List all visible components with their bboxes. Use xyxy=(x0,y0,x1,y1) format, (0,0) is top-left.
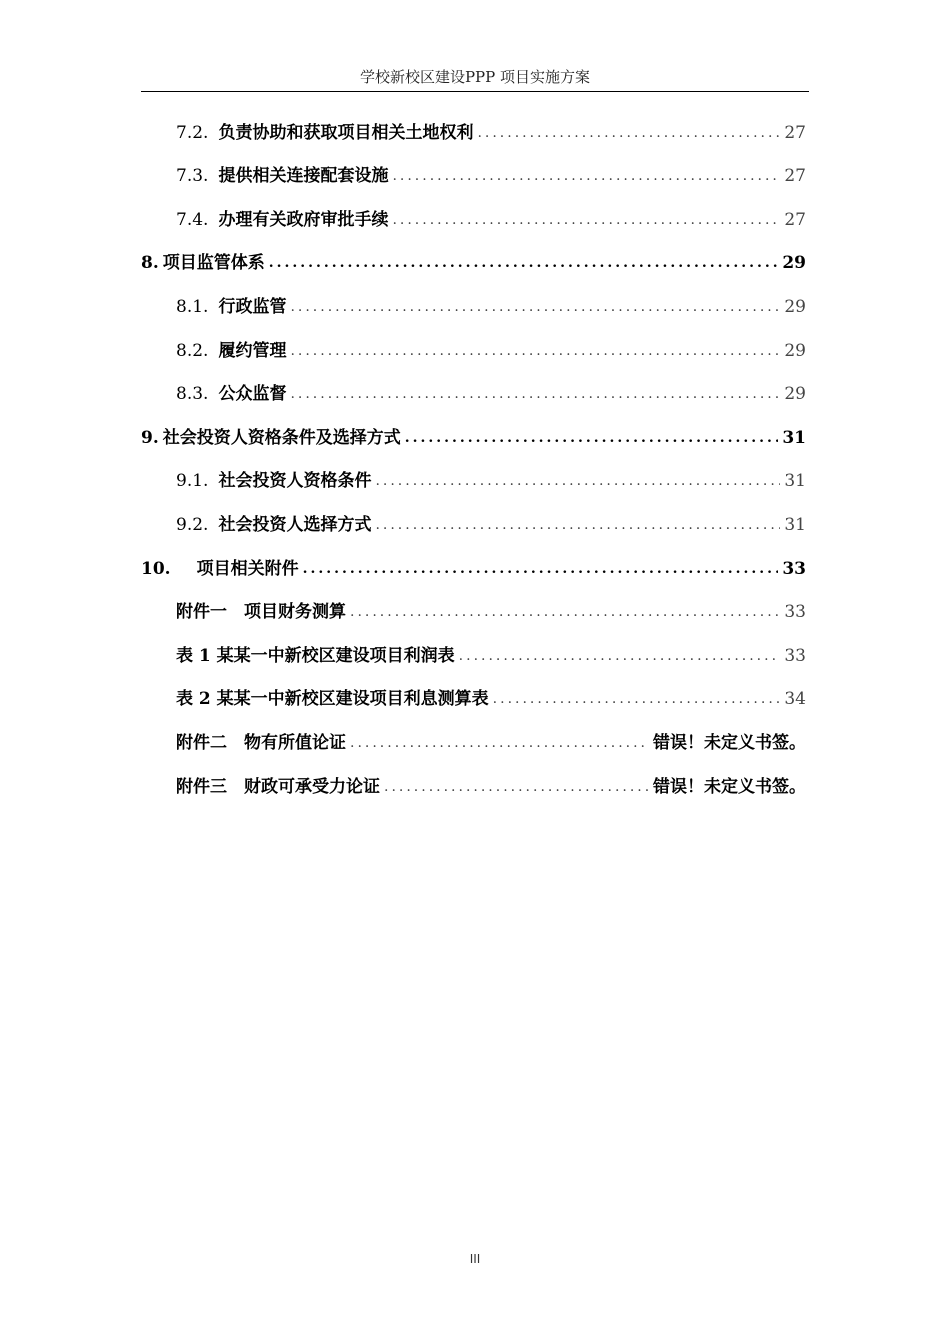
toc-dot-leader xyxy=(392,210,780,230)
toc-entry-page: 31 xyxy=(782,427,806,448)
toc-entry-table-2[interactable] xyxy=(141,677,806,721)
toc-entry-title: 附件二 物有所值论证 xyxy=(176,732,346,753)
toc-entry-number: 8.2. xyxy=(176,340,209,361)
toc-entry-7-3[interactable] xyxy=(141,154,806,198)
toc-dot-leader xyxy=(375,471,780,491)
toc-entry-number: 9.1. xyxy=(176,471,209,492)
toc-dot-leader xyxy=(269,253,779,273)
toc-entry-page: 27 xyxy=(784,122,806,143)
toc-entry-number: 8. xyxy=(141,253,159,274)
toc-entry-page-error: 错误！未定义书签。 xyxy=(653,776,806,797)
toc-dot-leader xyxy=(392,166,780,186)
toc-entry-number: 9. xyxy=(141,427,159,448)
toc-entry-page: 31 xyxy=(784,514,806,535)
toc-dot-leader xyxy=(350,733,649,753)
toc-entry-number: 8.1. xyxy=(176,296,209,317)
toc-entry-8-2[interactable] xyxy=(141,328,806,372)
toc-entry-title: 办理有关政府审批手续 xyxy=(218,209,389,230)
toc-dot-leader xyxy=(303,559,779,579)
toc-entry-title: 社会投资人选择方式 xyxy=(218,514,372,535)
table-of-contents xyxy=(141,110,806,808)
toc-entry-title: 项目监管体系 xyxy=(162,253,265,274)
toc-entry-7-2[interactable] xyxy=(141,110,806,154)
toc-dot-leader xyxy=(459,646,781,666)
toc-entry-9[interactable] xyxy=(141,415,806,459)
toc-entry-title: 社会投资人资格条件 xyxy=(218,471,372,492)
toc-dot-leader xyxy=(384,777,649,797)
toc-entry-number: 10. xyxy=(141,558,171,579)
toc-entry-title: 附件一 项目财务测算 xyxy=(176,602,346,623)
toc-entry-table-1[interactable] xyxy=(141,633,806,677)
toc-entry-title: 提供相关连接配套设施 xyxy=(218,166,389,187)
toc-dot-leader xyxy=(405,428,779,448)
toc-entry-page: 29 xyxy=(784,384,806,405)
toc-entry-page: 34 xyxy=(784,689,806,710)
toc-entry-appendix-3[interactable] xyxy=(141,764,806,808)
toc-entry-8[interactable] xyxy=(141,241,806,285)
toc-entry-page: 29 xyxy=(784,296,806,317)
toc-entry-8-3[interactable] xyxy=(141,372,806,416)
toc-entry-9-1[interactable] xyxy=(141,459,806,503)
toc-entry-title: 附件三 财政可承受力论证 xyxy=(176,776,380,797)
toc-entry-9-2[interactable] xyxy=(141,502,806,546)
toc-entry-page: 31 xyxy=(784,471,806,492)
toc-entry-title: 表 2 某某一中新校区建设项目利息测算表 xyxy=(176,689,489,710)
toc-entry-page: 29 xyxy=(784,340,806,361)
toc-entry-number: 8.3. xyxy=(176,384,209,405)
header-divider xyxy=(141,91,809,92)
toc-entry-number: 7.3. xyxy=(176,166,209,187)
toc-dot-leader xyxy=(350,602,780,622)
toc-entry-title: 表 1 某某一中新校区建设项目利润表 xyxy=(176,645,455,666)
page-number: III xyxy=(469,1252,481,1266)
toc-dot-leader xyxy=(493,689,781,709)
toc-entry-appendix-2[interactable] xyxy=(141,720,806,764)
toc-dot-leader xyxy=(477,123,780,143)
toc-entry-title: 项目相关附件 xyxy=(196,558,299,579)
running-header: 学校新校区建设PPP 项目实施方案 xyxy=(359,68,591,86)
toc-entry-10[interactable] xyxy=(141,546,806,590)
toc-entry-page: 33 xyxy=(784,645,806,666)
toc-entry-title: 公众监督 xyxy=(218,384,287,405)
toc-entry-title: 履约管理 xyxy=(218,340,287,361)
toc-entry-number: 7.2. xyxy=(176,122,209,143)
toc-entry-8-1[interactable] xyxy=(141,284,806,328)
toc-dot-leader xyxy=(290,341,780,361)
toc-entry-page: 29 xyxy=(782,253,806,274)
toc-entry-7-4[interactable] xyxy=(141,197,806,241)
toc-dot-leader xyxy=(375,515,780,535)
toc-entry-title: 社会投资人资格条件及选择方式 xyxy=(162,427,401,448)
toc-entry-page: 27 xyxy=(784,209,806,230)
toc-entry-page: 27 xyxy=(784,166,806,187)
toc-entry-number: 9.2. xyxy=(176,514,209,535)
toc-entry-page: 33 xyxy=(782,558,806,579)
toc-entry-title: 负责协助和获取项目相关土地权利 xyxy=(218,122,474,143)
toc-entry-appendix-1[interactable] xyxy=(141,590,806,634)
toc-entry-number: 7.4. xyxy=(176,209,209,230)
toc-entry-page: 33 xyxy=(784,602,806,623)
toc-entry-page-error: 错误！未定义书签。 xyxy=(653,732,806,753)
toc-dot-leader xyxy=(290,297,780,317)
toc-entry-title: 行政监管 xyxy=(218,296,287,317)
toc-dot-leader xyxy=(290,384,780,404)
